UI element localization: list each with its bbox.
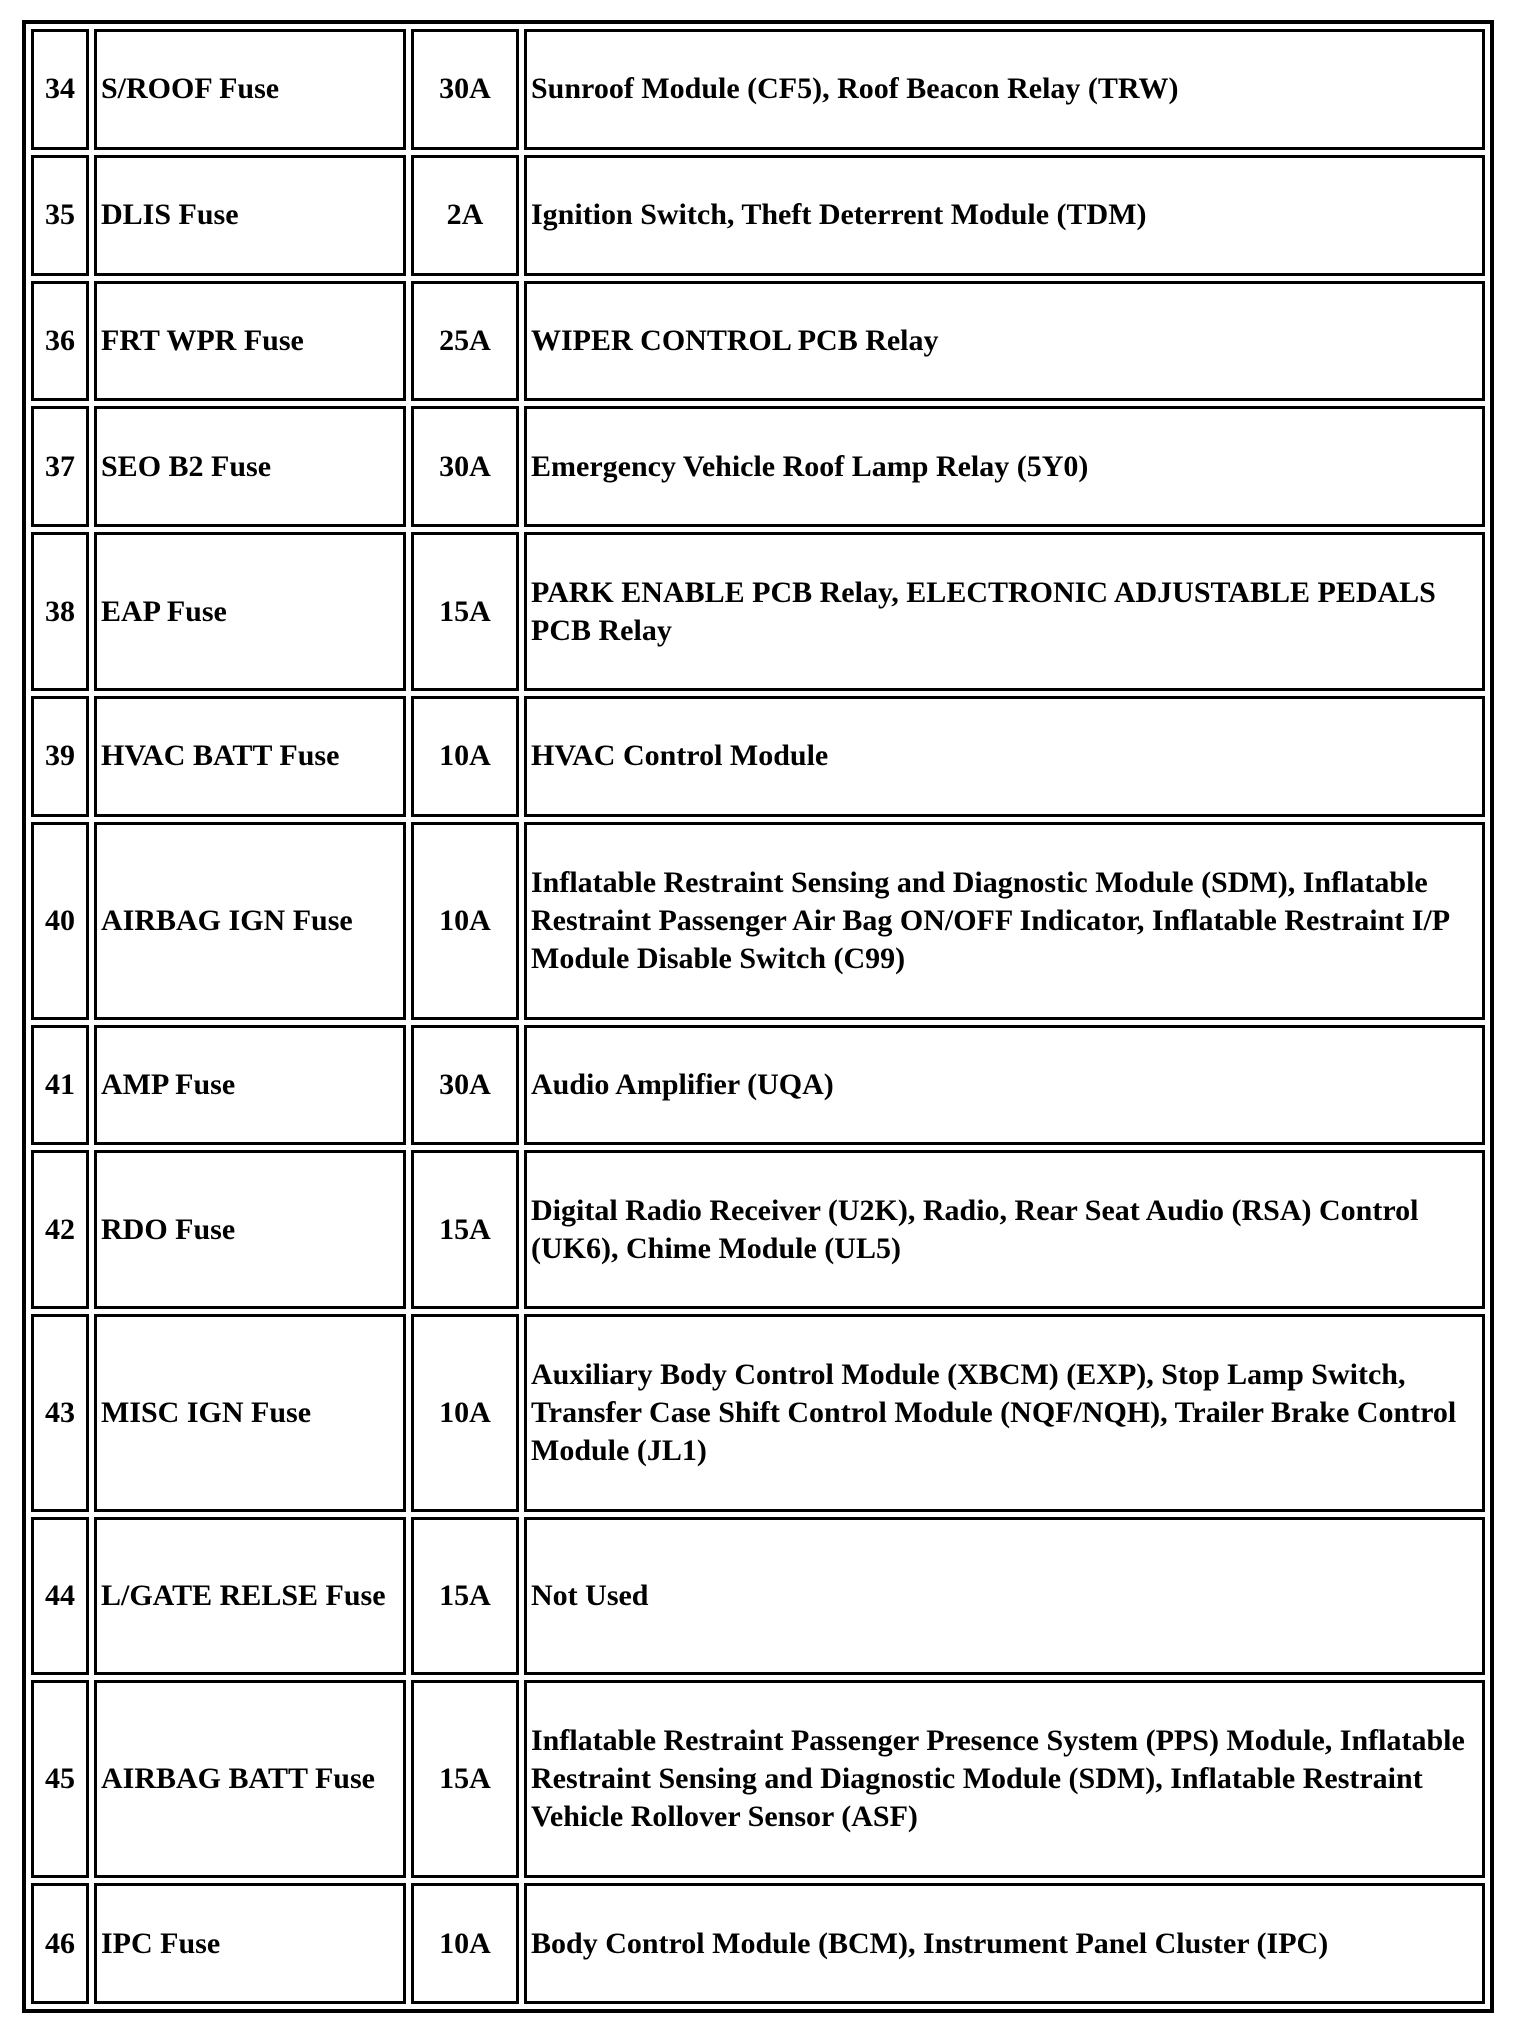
table-row bbox=[31, 406, 1485, 527]
fuse-rating: 30A bbox=[411, 406, 519, 527]
table-row bbox=[31, 1517, 1485, 1676]
table-row bbox=[31, 1150, 1485, 1309]
table-row bbox=[31, 532, 1485, 691]
table-row bbox=[31, 1314, 1485, 1512]
fuse-circuit: Ignition Switch, Theft Deterrent Module (TDM) bbox=[524, 155, 1485, 276]
fuse-circuit: Body Control Module (BCM), Instrument Panel Cluster (IPC) bbox=[524, 1883, 1485, 2004]
fuse-rating: 15A bbox=[411, 1517, 519, 1676]
fuse-circuit: Auxiliary Body Control Module (XBCM) (EXP), Stop Lamp Switch, Transfer Case Shift Control Module (NQF/NQH), Trailer Brake Control Module (JL1) bbox=[524, 1314, 1485, 1512]
fuse-circuit: Inflatable Restraint Sensing and Diagnostic Module (SDM), Inflatable Restraint Passenger Air Bag ON/OFF Indicator, Inflatable Restraint I/P Module Disable Switch (C99) bbox=[524, 822, 1485, 1020]
fuse-circuit: Not Used bbox=[524, 1517, 1485, 1676]
fuse-rating: 30A bbox=[411, 29, 519, 150]
table-row bbox=[31, 822, 1485, 1020]
fuse-name: IPC Fuse bbox=[94, 1883, 406, 2004]
fuse-number: 34 bbox=[31, 29, 89, 150]
fuse-rating: 25A bbox=[411, 281, 519, 402]
table-row bbox=[31, 155, 1485, 276]
fuse-name: SEO B2 Fuse bbox=[94, 406, 406, 527]
fuse-number: 45 bbox=[31, 1680, 89, 1878]
fuse-rating: 2A bbox=[411, 155, 519, 276]
fuse-circuit: Emergency Vehicle Roof Lamp Relay (5Y0) bbox=[524, 406, 1485, 527]
fuse-number: 41 bbox=[31, 1025, 89, 1146]
fuse-circuit: Sunroof Module (CF5), Roof Beacon Relay (TRW) bbox=[524, 29, 1485, 150]
fuse-table-frame bbox=[22, 20, 1494, 2013]
fuse-name: FRT WPR Fuse bbox=[94, 281, 406, 402]
table-row bbox=[31, 696, 1485, 817]
fuse-rating: 15A bbox=[411, 1150, 519, 1309]
fuse-name: DLIS Fuse bbox=[94, 155, 406, 276]
fuse-number: 35 bbox=[31, 155, 89, 276]
fuse-name: RDO Fuse bbox=[94, 1150, 406, 1309]
fuse-number: 42 bbox=[31, 1150, 89, 1309]
fuse-rating: 10A bbox=[411, 822, 519, 1020]
fuse-rating: 30A bbox=[411, 1025, 519, 1146]
fuse-name: AIRBAG BATT Fuse bbox=[94, 1680, 406, 1878]
fuse-name: AIRBAG IGN Fuse bbox=[94, 822, 406, 1020]
fuse-circuit: PARK ENABLE PCB Relay, ELECTRONIC ADJUSTABLE PEDALS PCB Relay bbox=[524, 532, 1485, 691]
fuse-rating: 15A bbox=[411, 1680, 519, 1878]
fuse-circuit: WIPER CONTROL PCB Relay bbox=[524, 281, 1485, 402]
table-row bbox=[31, 1883, 1485, 2004]
fuse-name: S/ROOF Fuse bbox=[94, 29, 406, 150]
fuse-circuit: Inflatable Restraint Passenger Presence System (PPS) Module, Inflatable Restraint Sensing and Diagnostic Module (SDM), Inflatable Restraint Vehicle Rollover Sensor (ASF) bbox=[524, 1680, 1485, 1878]
fuse-rating: 15A bbox=[411, 532, 519, 691]
fuse-name: MISC IGN Fuse bbox=[94, 1314, 406, 1512]
fuse-number: 37 bbox=[31, 406, 89, 527]
fuse-circuit: Digital Radio Receiver (U2K), Radio, Rear Seat Audio (RSA) Control (UK6), Chime Module (UL5) bbox=[524, 1150, 1485, 1309]
table-row bbox=[31, 1025, 1485, 1146]
fuse-name: AMP Fuse bbox=[94, 1025, 406, 1146]
fuse-number: 46 bbox=[31, 1883, 89, 2004]
fuse-rating: 10A bbox=[411, 696, 519, 817]
fuse-circuit: HVAC Control Module bbox=[524, 696, 1485, 817]
fuse-number: 39 bbox=[31, 696, 89, 817]
fuse-number: 40 bbox=[31, 822, 89, 1020]
fuse-name: EAP Fuse bbox=[94, 532, 406, 691]
fuse-rating: 10A bbox=[411, 1883, 519, 2004]
table-row bbox=[31, 29, 1485, 150]
fuse-name: L/GATE RELSE Fuse bbox=[94, 1517, 406, 1676]
fuse-name: HVAC BATT Fuse bbox=[94, 696, 406, 817]
fuse-number: 43 bbox=[31, 1314, 89, 1512]
fuse-rating: 10A bbox=[411, 1314, 519, 1512]
table-row bbox=[31, 281, 1485, 402]
fuse-number: 44 bbox=[31, 1517, 89, 1676]
fuse-number: 38 bbox=[31, 532, 89, 691]
fuse-number: 36 bbox=[31, 281, 89, 402]
fuse-table bbox=[26, 24, 1490, 2009]
fuse-circuit: Audio Amplifier (UQA) bbox=[524, 1025, 1485, 1146]
table-row bbox=[31, 1680, 1485, 1878]
